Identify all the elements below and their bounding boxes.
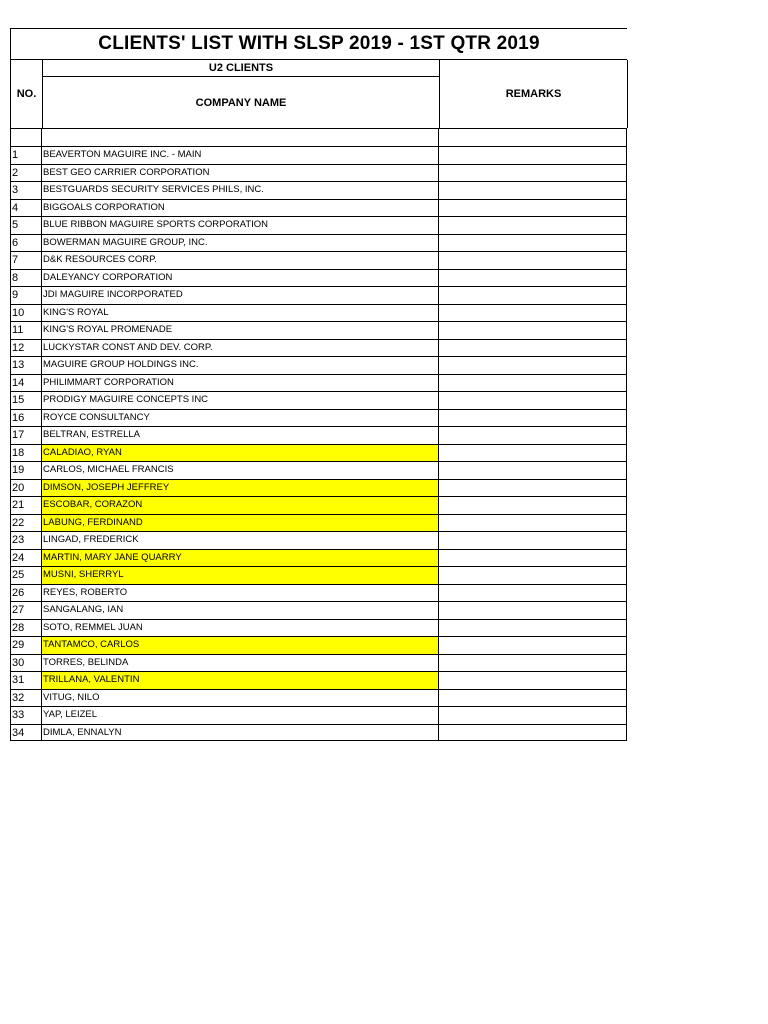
table-row — [10, 164, 627, 182]
cell-no[interactable]: 14 — [10, 375, 41, 392]
cell-remarks[interactable] — [438, 602, 627, 619]
cell-company-name[interactable]: KING'S ROYAL — [41, 305, 438, 322]
table-row — [10, 339, 627, 357]
cell-no[interactable]: 27 — [10, 602, 41, 619]
cell-no[interactable]: 21 — [10, 497, 41, 514]
cell-company-name[interactable]: PRODIGY MAGUIRE CONCEPTS INC — [41, 392, 438, 409]
cell-company-name[interactable]: MARTIN, MARY JANE QUARRY — [41, 550, 438, 567]
cell-no[interactable]: 18 — [10, 445, 41, 462]
cell-no[interactable]: 16 — [10, 410, 41, 427]
cell-remarks[interactable] — [438, 427, 627, 444]
table-row — [10, 146, 627, 164]
cell-company-name[interactable]: ESCOBAR, CORAZON — [41, 497, 438, 514]
cell-company-name[interactable]: BEST GEO CARRIER CORPORATION — [41, 165, 438, 182]
header-block — [10, 59, 627, 128]
cell-no[interactable]: 22 — [10, 515, 41, 532]
table-row — [10, 234, 627, 252]
cell-company-name[interactable]: VITUG, NILO — [41, 690, 438, 707]
cell-company-name[interactable]: YAP, LEIZEL — [41, 707, 438, 724]
table-row — [10, 391, 627, 409]
spreadsheet — [10, 28, 627, 741]
cell-company-name[interactable]: DIMLA, ENNALYN — [41, 725, 438, 741]
header-group: U2 CLIENTS — [42, 60, 439, 77]
table-row — [10, 706, 627, 724]
cell-no[interactable]: 25 — [10, 567, 41, 584]
cell-remarks[interactable] — [438, 235, 627, 252]
cell-company-name[interactable]: ROYCE CONSULTANCY — [41, 410, 438, 427]
cell-company-name[interactable]: DIMSON, JOSEPH JEFFREY — [41, 480, 438, 497]
cell-no[interactable]: 10 — [10, 305, 41, 322]
cell-remarks[interactable] — [438, 392, 627, 409]
table-row — [10, 426, 627, 444]
cell-remarks[interactable] — [438, 200, 627, 217]
cell-no[interactable]: 17 — [10, 427, 41, 444]
cell-no[interactable]: 1 — [10, 147, 41, 164]
table-row — [10, 584, 627, 602]
cell-company-name[interactable]: MAGUIRE GROUP HOLDINGS INC. — [41, 357, 438, 374]
client-rows — [10, 146, 627, 741]
cell-remarks[interactable] — [438, 567, 627, 584]
cell-company-name[interactable] — [41, 129, 438, 146]
sheet-title: CLIENTS' LIST WITH SLSP 2019 - 1ST QTR 2019 — [10, 28, 627, 59]
cell-company-name[interactable]: MUSNI, SHERRYL — [41, 567, 438, 584]
cell-company-name[interactable]: CARLOS, MICHAEL FRANCIS — [41, 462, 438, 479]
cell-no[interactable]: 4 — [10, 200, 41, 217]
cell-company-name[interactable]: TRILLANA, VALENTIN — [41, 672, 438, 689]
cell-remarks[interactable] — [438, 672, 627, 689]
cell-remarks[interactable] — [438, 637, 627, 654]
table-row — [10, 374, 627, 392]
cell-remarks[interactable] — [438, 655, 627, 672]
table-row — [10, 654, 627, 672]
table-row — [10, 566, 627, 584]
cell-company-name[interactable]: BEAVERTON MAGUIRE INC. - MAIN — [41, 147, 438, 164]
table-row — [10, 251, 627, 269]
cell-no[interactable]: 20 — [10, 480, 41, 497]
cell-remarks[interactable] — [438, 690, 627, 707]
cell-remarks[interactable] — [438, 707, 627, 724]
cell-remarks[interactable] — [438, 497, 627, 514]
table-row — [10, 479, 627, 497]
cell-no[interactable]: 29 — [10, 637, 41, 654]
cell-company-name[interactable]: LUCKYSTAR CONST AND DEV. CORP. — [41, 340, 438, 357]
cell-remarks[interactable] — [438, 165, 627, 182]
cell-remarks[interactable] — [438, 462, 627, 479]
cell-remarks[interactable] — [438, 515, 627, 532]
cell-company-name[interactable]: BLUE RIBBON MAGUIRE SPORTS CORPORATION — [41, 217, 438, 234]
table-row — [10, 461, 627, 479]
cell-no[interactable]: 26 — [10, 585, 41, 602]
cell-remarks[interactable] — [438, 147, 627, 164]
cell-remarks[interactable] — [438, 270, 627, 287]
cell-company-name[interactable]: SANGALANG, IAN — [41, 602, 438, 619]
table-row — [10, 619, 627, 637]
cell-remarks[interactable] — [438, 305, 627, 322]
cell-company-name[interactable]: JDI MAGUIRE INCORPORATED — [41, 287, 438, 304]
cell-company-name[interactable]: LABUNG, FERDINAND — [41, 515, 438, 532]
cell-no[interactable]: 30 — [10, 655, 41, 672]
cell-remarks[interactable] — [438, 375, 627, 392]
cell-no[interactable]: 33 — [10, 707, 41, 724]
cell-no[interactable]: 34 — [10, 725, 41, 741]
cell-remarks[interactable] — [438, 340, 627, 357]
cell-remarks[interactable] — [438, 217, 627, 234]
header-company-name: COMPANY NAME — [42, 77, 439, 128]
header-no: NO. — [16, 88, 37, 100]
cell-company-name[interactable]: LINGAD, FREDERICK — [41, 532, 438, 549]
header-remarks: REMARKS — [439, 60, 628, 128]
cell-no[interactable]: 8 — [10, 270, 41, 287]
cell-no[interactable]: 7 — [10, 252, 41, 269]
cell-company-name[interactable]: TANTAMCO, CARLOS — [41, 637, 438, 654]
table-row — [10, 409, 627, 427]
cell-no[interactable]: 2 — [10, 165, 41, 182]
cell-company-name[interactable]: DALEYANCY CORPORATION — [41, 270, 438, 287]
cell-company-name[interactable]: KING'S ROYAL PROMENADE — [41, 322, 438, 339]
cell-company-name[interactable]: REYES, ROBERTO — [41, 585, 438, 602]
cell-no[interactable]: 13 — [10, 357, 41, 374]
cell-no[interactable]: 24 — [10, 550, 41, 567]
cell-company-name[interactable]: CALADIAO, RYAN — [41, 445, 438, 462]
cell-remarks[interactable] — [438, 287, 627, 304]
table-row — [10, 216, 627, 234]
cell-no[interactable] — [10, 129, 41, 146]
cell-remarks[interactable] — [438, 445, 627, 462]
cell-remarks[interactable] — [438, 410, 627, 427]
cell-remarks[interactable] — [438, 129, 627, 146]
cell-no[interactable]: 15 — [10, 392, 41, 409]
cell-remarks[interactable] — [438, 182, 627, 199]
table-row — [10, 601, 627, 619]
blank-row — [10, 128, 627, 146]
cell-no[interactable]: 12 — [10, 340, 41, 357]
cell-company-name[interactable]: TORRES, BELINDA — [41, 655, 438, 672]
cell-no[interactable]: 19 — [10, 462, 41, 479]
cell-remarks[interactable] — [438, 620, 627, 637]
cell-no[interactable]: 9 — [10, 287, 41, 304]
table-row — [10, 496, 627, 514]
cell-no[interactable]: 28 — [10, 620, 41, 637]
cell-company-name[interactable]: BIGGOALS CORPORATION — [41, 200, 438, 217]
cell-remarks[interactable] — [438, 725, 627, 741]
table-row — [10, 356, 627, 374]
cell-no[interactable]: 23 — [10, 532, 41, 549]
table-row — [10, 549, 627, 567]
table-row — [10, 199, 627, 217]
cell-company-name[interactable]: D&K RESOURCES CORP. — [41, 252, 438, 269]
table-row — [10, 269, 627, 287]
cell-no[interactable]: 11 — [10, 322, 41, 339]
table-row — [10, 724, 627, 742]
table-row — [10, 181, 627, 199]
cell-remarks[interactable] — [438, 357, 627, 374]
cell-remarks[interactable] — [438, 532, 627, 549]
cell-company-name[interactable]: PHILIMMART CORPORATION — [41, 375, 438, 392]
cell-remarks[interactable] — [438, 252, 627, 269]
cell-company-name[interactable]: BOWERMAN MAGUIRE GROUP, INC. — [41, 235, 438, 252]
table-row — [10, 444, 627, 462]
table-row — [10, 514, 627, 532]
table-row — [10, 321, 627, 339]
cell-remarks[interactable] — [438, 550, 627, 567]
table-row — [10, 286, 627, 304]
cell-no[interactable]: 31 — [10, 672, 41, 689]
cell-no[interactable]: 32 — [10, 690, 41, 707]
table-row — [10, 689, 627, 707]
table-row — [10, 636, 627, 654]
cell-remarks[interactable] — [438, 322, 627, 339]
cell-no[interactable]: 5 — [10, 217, 41, 234]
cell-no[interactable]: 3 — [10, 182, 41, 199]
table-row — [10, 671, 627, 689]
cell-company-name[interactable]: BELTRAN, ESTRELLA — [41, 427, 438, 444]
cell-no[interactable]: 6 — [10, 235, 41, 252]
table-row — [10, 304, 627, 322]
cell-company-name[interactable]: BESTGUARDS SECURITY SERVICES PHILS, INC. — [41, 182, 438, 199]
table-row — [10, 531, 627, 549]
cell-remarks[interactable] — [438, 480, 627, 497]
cell-remarks[interactable] — [438, 585, 627, 602]
cell-company-name[interactable]: SOTO, REMMEL JUAN — [41, 620, 438, 637]
